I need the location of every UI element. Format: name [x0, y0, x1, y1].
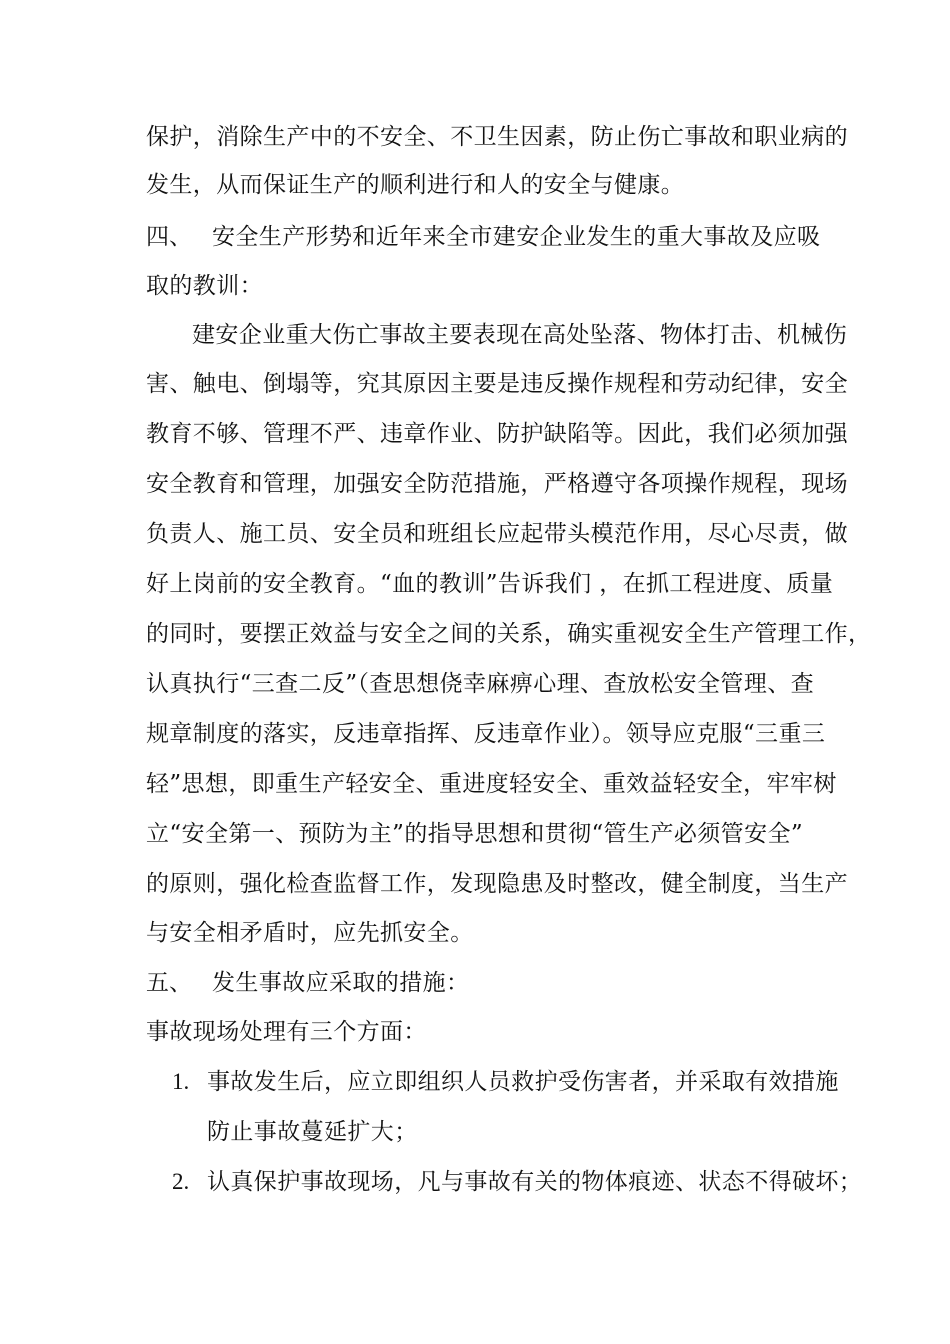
para-four-line-10: 轻”思想，即重生产轻安全、重进度轻安全、重效益轻安全，牢牢树: [146, 771, 837, 797]
section-four-title-line-1: 安全生产形势和近年来全市建安企业发生的重大事故及应吸: [212, 224, 821, 250]
list-item-2-line-1: 认真保护事故现场，凡与事故有关的物体痕迹、状态不得破坏；: [207, 1169, 863, 1195]
list-item-1-line-1: 事故发生后，应立即组织人员救护受伤害者，并采取有效措施: [207, 1069, 839, 1095]
para-four-line-7: 的同时，要摆正效益与安全之间的关系，确实重视安全生产管理工作，: [146, 621, 872, 647]
section-four-number: 四、: [146, 224, 192, 250]
para-four-line-4: 安全教育和管理，加强安全防范措施，严格遵守各项操作规程，现场: [146, 471, 848, 497]
section-five-number: 五、: [146, 970, 192, 996]
section-five-title: 发生事故应采取的措施：: [212, 970, 470, 996]
para-four-line-9: 规章制度的落实，反违章指挥、反违章作业）。领导应克服“三重三: [146, 721, 826, 747]
list-item-2-number: 2.: [172, 1169, 190, 1194]
para-four-line-5: 负责人、施工员、安全员和班组长应起带头模范作用，尽心尽责，做: [146, 521, 848, 547]
list-item-1-number: 1.: [172, 1069, 190, 1094]
para-four-line-12: 的原则，强化检查监督工作，发现隐患及时整改，健全制度，当生产: [146, 871, 848, 897]
intro-line-2: 发生，从而保证生产的顺利进行和人的安全与健康。: [146, 172, 685, 198]
para-four-line-2: 害、触电、倒塌等，究其原因主要是违反操作规程和劳动纪律，安全: [146, 371, 848, 397]
section-four-title-line-2: 取的教训：: [146, 273, 263, 299]
para-four-line-8: 认真执行“三查二反”（查思想侥幸麻痹心理、查放松安全管理、查: [146, 671, 815, 697]
para-four-line-11: 立“安全第一、预防为主”的指导思想和贯彻“管生产必须管安全”: [146, 821, 804, 847]
para-four-line-6: 好上岗前的安全教育。“血的教训”告诉我们 ，在抓工程进度、质量: [146, 571, 834, 597]
section-five-intro: 事故现场处理有三个方面：: [146, 1019, 427, 1045]
intro-line-1: 保护，消除生产中的不安全、不卫生因素，防止伤亡事故和职业病的: [146, 124, 848, 150]
para-four-line-1: 建安企业重大伤亡事故主要表现在高处坠落、物体打击、机械伤: [192, 322, 848, 348]
para-four-line-3: 教育不够、管理不严、违章作业、防护缺陷等。因此，我们必须加强: [146, 421, 848, 447]
para-four-line-13: 与安全相矛盾时，应先抓安全。: [146, 920, 474, 946]
list-item-1-line-2: 防止事故蔓延扩大；: [207, 1119, 418, 1145]
